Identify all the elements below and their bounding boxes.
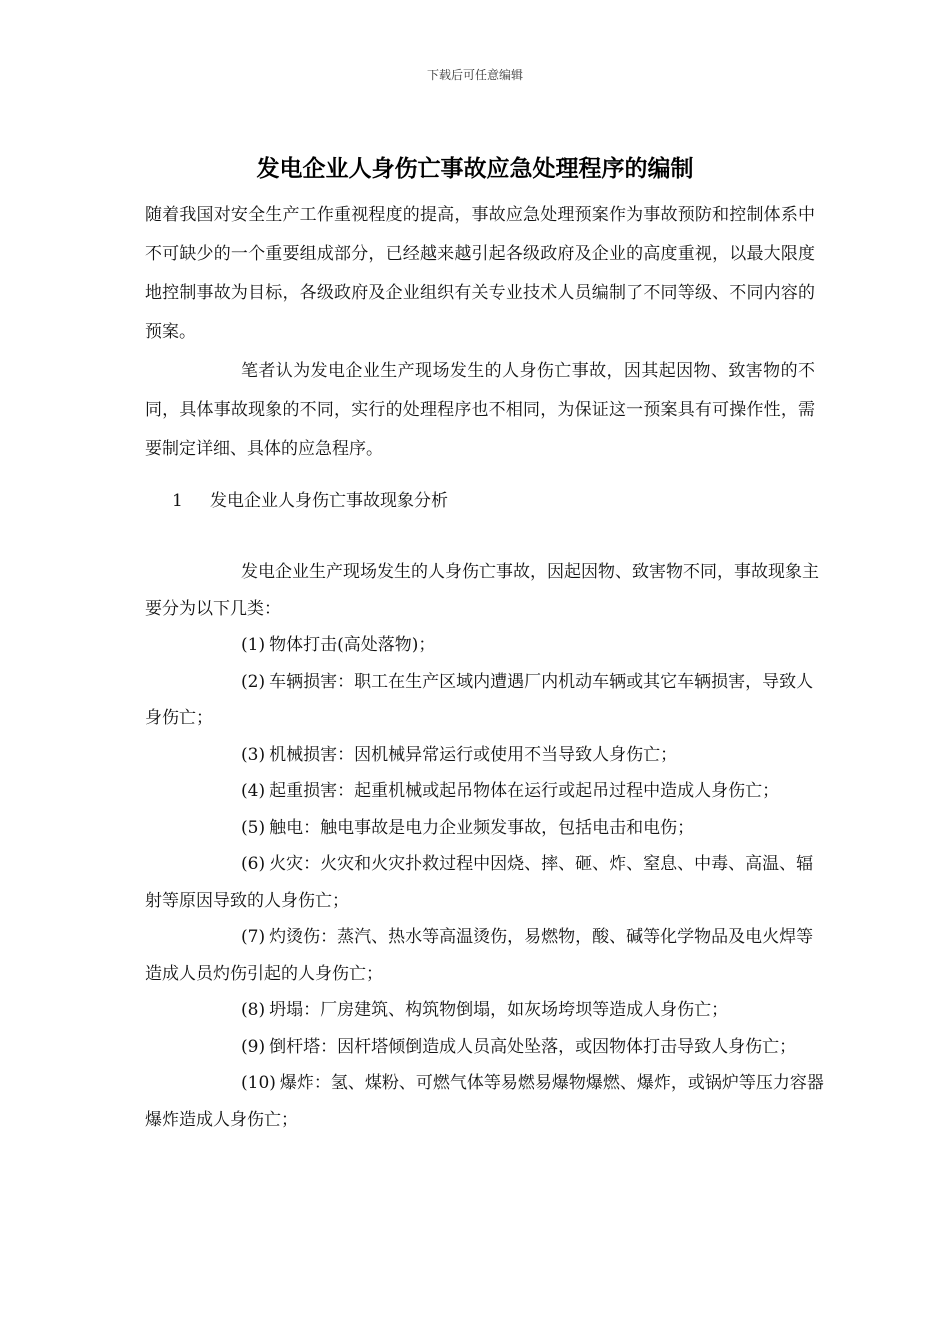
list-item-text: 机械损害：因机械异常运行或使用不当导致人身伤亡； — [269, 744, 678, 765]
section-title: 发电企业人身伤亡事故现象分析 — [210, 491, 448, 511]
list-item — [145, 992, 825, 1029]
list-item-text: 起重损害：起重机械或起吊物体在运行或起吊过程中造成人身伤亡； — [269, 781, 780, 801]
list-item — [145, 810, 825, 847]
accident-list — [145, 554, 825, 1138]
section-lead-paragraph: 发电企业生产现场发生的人身伤亡事故，因起因物、致害物不同，事故现象主要分为以下几类： — [145, 562, 819, 619]
list-item-number: (3) — [241, 744, 266, 765]
list-item-number: (8) — [241, 1000, 266, 1020]
list-item — [145, 1065, 825, 1138]
list-item-number: (4) — [241, 781, 266, 801]
list-item-text: 触电：触电事故是电力企业频发事故，包括电击和电伤； — [269, 817, 695, 838]
list-item — [145, 919, 825, 992]
list-item-number: (2) — [241, 671, 266, 692]
list-item — [145, 737, 825, 774]
list-item-text: 灼烫伤：蒸汽、热水等高温烫伤，易燃物，酸、碱等化学物品及电火焊等造成人员灼伤引起的人身伤亡； — [145, 927, 814, 984]
list-item-number: (6) — [241, 854, 266, 874]
list-item-text: 坍塌：厂房建筑、构筑物倒塌，如灰场垮坝等造成人身伤亡； — [269, 1000, 729, 1020]
list-item — [145, 1029, 825, 1066]
list-item-number: (10) — [241, 1073, 276, 1093]
document-title: 发电企业人身伤亡事故应急处理程序的编制 — [256, 156, 694, 182]
list-item-number: (7) — [241, 927, 266, 947]
author-view-paragraph: 笔者认为发电企业生产现场发生的人身伤亡事故，因其起因物、致害物的不同，具体事故现象的不同，实行的处理程序也不相同，为保证这一预案具有可操作性，需要制定详细、具体的应急程序。 — [145, 361, 815, 459]
list-item-text: 倒杆塔：因杆塔倾倒造成人员高处坠落，或因物体打击导致人身伤亡； — [269, 1036, 797, 1057]
list-item-text: 爆炸：氢、煤粉、可燃气体等易燃易爆物爆燃、爆炸，或锅炉等压力容器爆炸造成人身伤亡； — [145, 1073, 824, 1130]
list-item-number: (1) — [241, 635, 266, 655]
list-item-number: (9) — [241, 1036, 266, 1057]
list-item-number: (5) — [241, 817, 266, 838]
list-item-text: 火灾：火灾和火灾扑救过程中因烧、摔、砸、炸、窒息、中毒、高温、辐射等原因导致的人身伤亡； — [145, 854, 814, 911]
list-item-text: 物体打击(高处落物)； — [269, 635, 436, 655]
section-number: 1 — [172, 491, 183, 511]
list-item — [145, 773, 825, 810]
list-item — [145, 664, 825, 737]
intro-paragraph: 随着我国对安全生产工作重视程度的提高，事故应急处理预案作为事故预防和控制体系中不可缺少的一个重要组成部分，已经越来越引起各级政府及企业的高度重视，以最大限度地控制事故为目标，各级政府及企业组织有关专业技术人员编制了不同等级、不同内容的预案。 — [145, 205, 815, 342]
section-heading — [172, 486, 448, 516]
list-item — [145, 627, 825, 664]
list-item — [145, 846, 825, 919]
download-note: 下载后可任意编辑 — [426, 68, 523, 82]
intro-section — [145, 196, 815, 469]
list-item-text: 车辆损害：职工在生产区域内遭遇厂内机动车辆或其它车辆损害，导致人身伤亡； — [145, 671, 814, 728]
